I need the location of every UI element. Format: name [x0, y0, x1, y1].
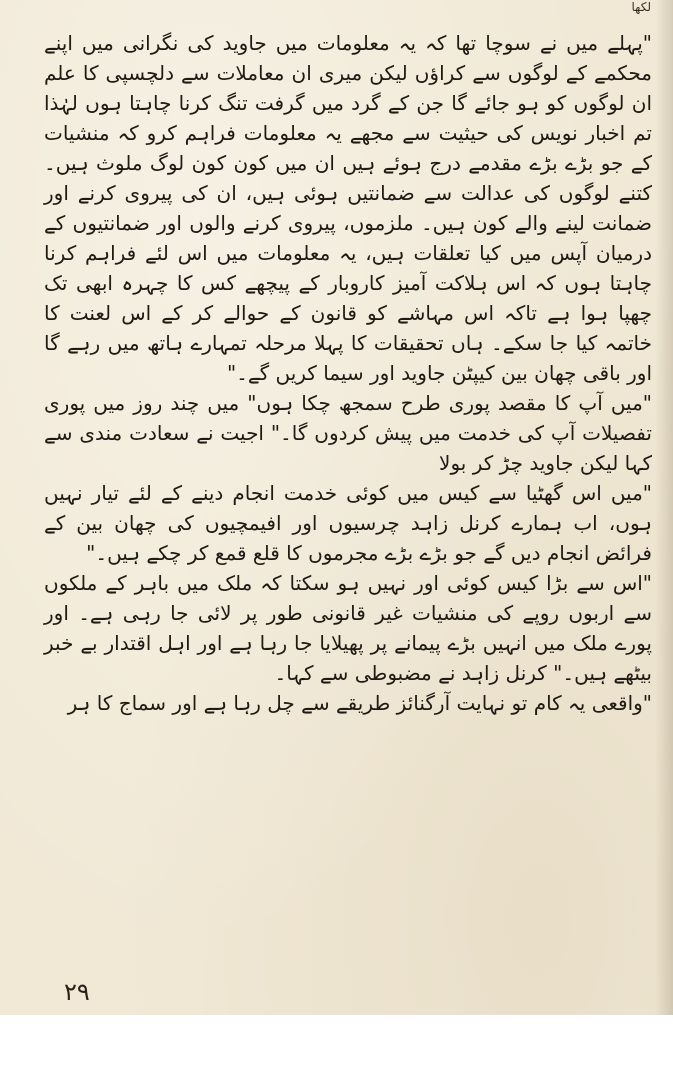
body-text [44, 28, 652, 718]
header-mark: لکھا [631, 0, 651, 14]
page-number: ۲۹ [64, 978, 90, 1006]
page-edge-shadow [655, 0, 673, 1080]
paragraph-4: "اس سے بڑا کیس کوئی اور نہیں ہو سکتا کہ ملک میں باہر کے ملکوں سے اربوں روپے کی منشیات غیر قانونی طور پر لائی جا رہی ہے۔ اور پورے ملک میں انہیں بڑے پیمانے پر پھیلایا جا رہا ہے اور اہل اقتدار بے خبر بیٹھے ہیں۔" کرنل زاہد نے مضبوطی سے کہا۔ [44, 571, 652, 685]
paragraph-5: "واقعی یہ کام تو نہایت آرگنائز طریقے سے چل رہا ہے اور سماج کا ہر [67, 691, 652, 715]
scan-margin [0, 1015, 673, 1080]
paragraph-3: "میں اس گھٹیا سے کیس میں کوئی خدمت انجام دینے کے لئے تیار نہیں ہوں، اب ہمارے کرنل زاہد چرسیوں اور افیمچیوں کی چھان بین کے فرائض انجام دیں گے جو بڑے بڑے مجرموں کا قلع قمع کر چکے ہیں۔" [44, 481, 652, 565]
paragraph-1: "پہلے میں نے سوچا تھا کہ یہ معلومات میں جاوید کی نگرانی میں اپنے محکمے کے لوگوں سے کراؤں لیکن میری ان معاملات سے دلچسپی کا علم ان لوگوں کو ہو جائے گا جن کے گرد میں گرفت تنگ کرنا چاہتا ہوں لہٰذا تم اخبار نویس کی حیثیت سے مجھے یہ معلومات فراہم کرو کہ منشیات کے جو بڑے بڑے مقدمے درج ہوئے ہیں ان میں کون کون لوگ ملوث ہیں۔ کتنے لوگوں کی عدالت سے ضمانتیں ہوئی ہیں، ان کی پیروی کرنے اور ضمانت لینے والے کون ہیں۔ ملزموں، پیروی کرنے والوں اور ضمانتیوں کے درمیان آپس میں کیا تعلقات ہیں، یہ معلومات میں اس لئے فراہم کرنا چاہتا ہوں کہ اس ہلاکت آمیز کاروبار کے پیچھے کس کا چہرہ ابھی تک چھپا ہوا ہے تاکہ اس مہاشے کو قانون کے حوالے کر کے اس لعنت کا خاتمہ کیا جا سکے۔ ہاں تحقیقات کا پہلا مرحلہ تمہارے ہاتھ میں رہے گا اور باقی چھان بین کیپٹن جاوید اور سیما کریں گے۔" [44, 31, 652, 385]
paragraph-2: "میں آپ کا مقصد پوری طرح سمجھ چکا ہوں" میں چند روز میں پوری تفصیلات آپ کی خدمت میں پیش کردوں گا۔" اجیت نے سعادت مندی سے کہا لیکن جاوید چڑ کر بولا [44, 391, 652, 475]
